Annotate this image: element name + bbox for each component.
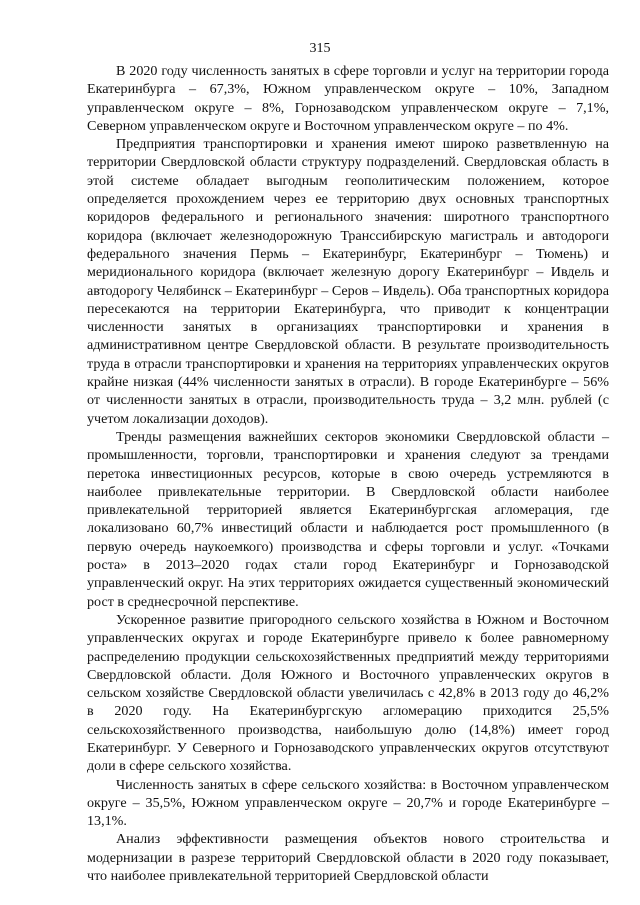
page-number: 315 [309,41,331,56]
paragraph-agriculture-development: Ускоренное развитие пригородного сельского хозяйства в Южном и Восточном управленческих округах и городе Екатеринбурге привело к более равномерному распределению продукции сельскохозяйственных предприятий между территориями Свердловской области. Доля Южного и Восточного управленческих округов в сельском хозяйстве Свердловской области увеличилась с 42,8% в 2013 году до 46,2% в 2020 году. На Екатеринбургскую агломерацию приходится 25,5% сельскохозяйственного производства, наибольшую долю (14,8%) имеет город Екатеринбург. У Северного и Горнозаводского управленческих округов отсутствуют доли в сфере сельского хозяйства. [87,611,609,775]
paragraph-transport-storage: Предприятия транспортировки и хранения имеют широко разветвленную на территории Свердловской области структуру подразделений. Свердловская область в этой системе обладает выгодным геополитическим положением, которое определяется прохождением через ее территорию двух основных транспортных коридоров федерального и регионального значения: широтного транспортного коридора (включает железнодорожную Транссибирскую магистраль и автодороги федерального значения Пермь – Екатеринбург, Екатеринбург – Тюмень) и меридионального коридора (включает железную дорогу Екатеринбург – Ивдель и автодорогу Челябинск – Екатеринбург – Серов – Ивдель). Оба транспортных коридора пересекаются на территории Екатеринбурга, что приводит к концентрации численности занятых в организациях транспортировки и хранения в административном центре Свердловской области. В результате производительность труда в отрасли транспортировки и хранения на территориях управленческих округов крайне низкая (44% численности занятых в отрасли). В городе Екатеринбурге – 56% от численности занятых в отрасли, производительность труда – 3,2 млн. рублей (с учетом локализации доходов). [87,136,609,427]
paragraph-trade-employment: В 2020 году численность занятых в сфере торговли и услуг на территории города Екатеринбурга – 67,3%, Южном управленческом округе – 10%, Западном управленческом округе – 8%, Горнозаводском управленческом округе – 7,1%, Северном управленческом округе и Восточном управленческом округе – по 4%. [87,63,609,134]
paragraph-agriculture-employment: Численность занятых в сфере сельского хозяйства: в Восточном управленческом округе – 35,5%, Южном управленческом округе – 20,7% и городе Екатеринбурге – 13,1%. [87,776,609,830]
body-text [87,62,609,885]
paragraph-economic-trends: Тренды размещения важнейших секторов экономики Свердловской области – промышленности, торговли, транспортировки и хранения следуют за трендами перетока инвестиционных ресурсов, которые в свою очередь устремляются в наиболее привлекательные территории. В Свердловской области наиболее привлекательной территорией является Екатеринбургская агломерация, где локализовано 60,7% инвестиций области и наблюдается рост промышленного (в первую очередь наукоемкого) производства и сферы торговли и услуг. «Точками роста» в 2013–2020 годах стали город Екатеринбург и Горнозаводской управленческий округ. На этих территориях ожидается существенный экономический рост в среднесрочной перспективе. [87,428,609,610]
paragraph-construction-analysis: Анализ эффективности размещения объектов нового строительства и модернизации в разрезе территорий Свердловской области в 2020 году показывает, что наиболее привлекательной территорией Свердловской области [87,831,609,885]
